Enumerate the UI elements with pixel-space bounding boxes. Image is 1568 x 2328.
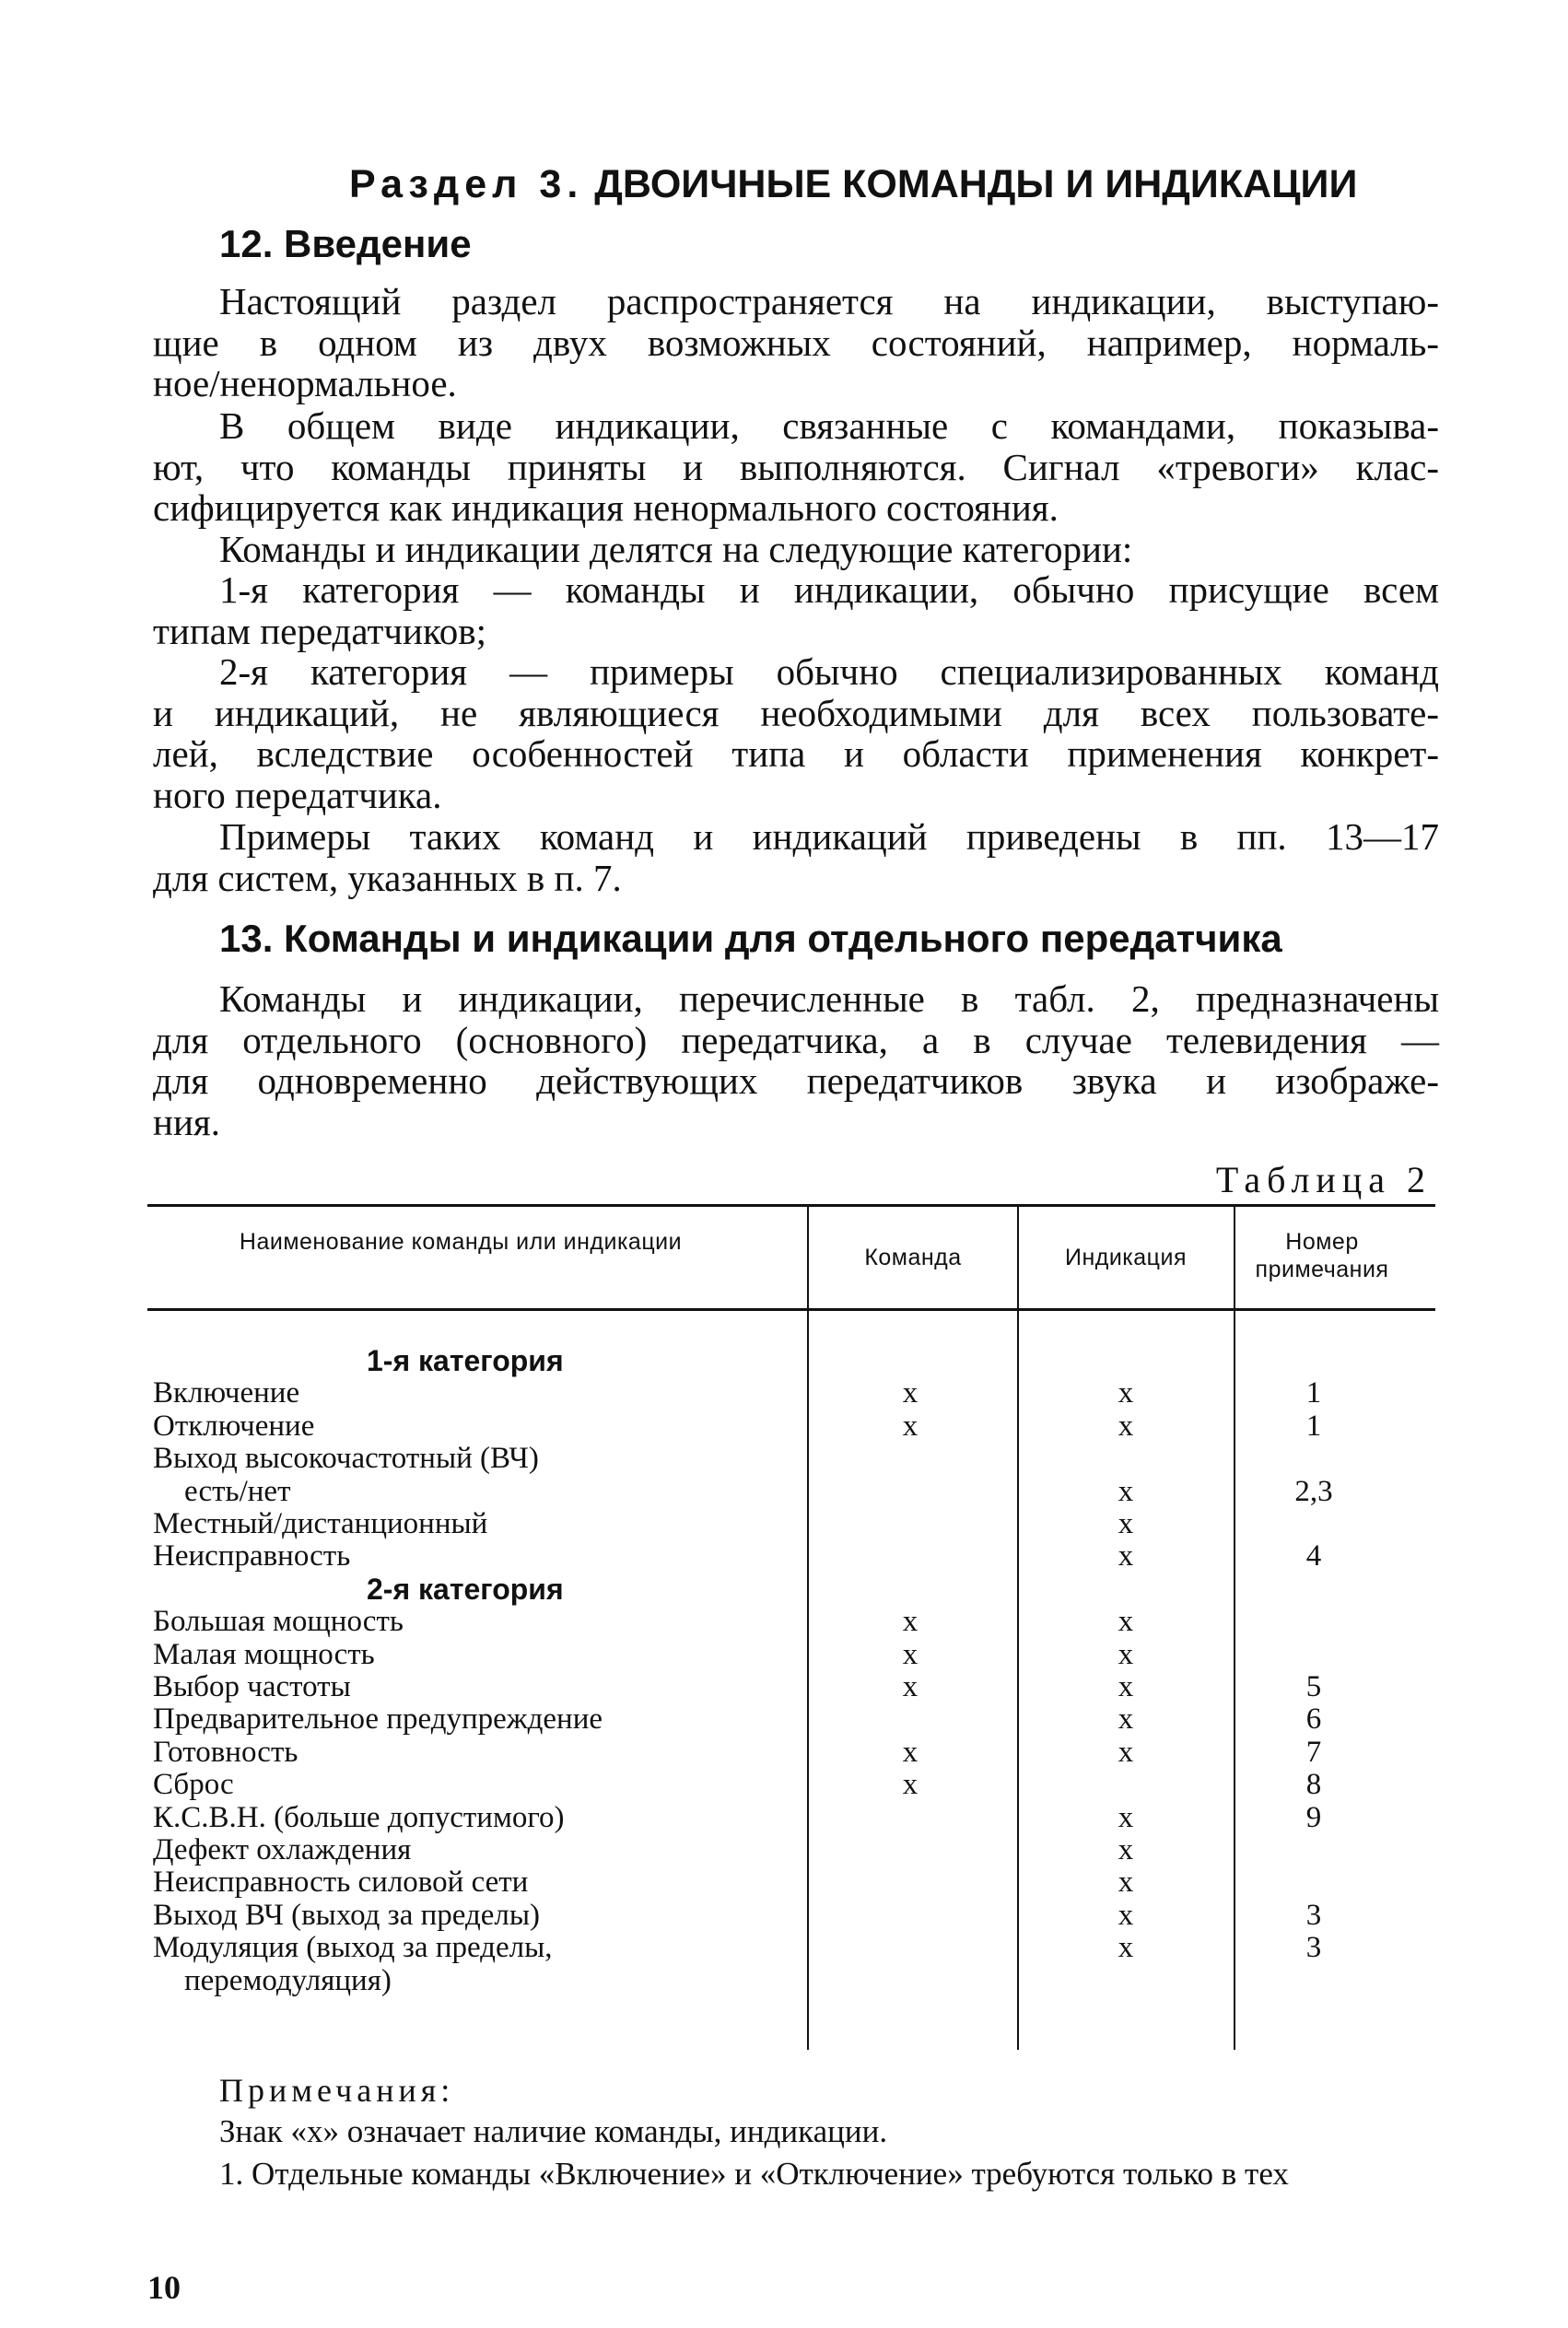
note-number: 8 xyxy=(1305,1768,1322,1802)
paragraph-12-4 xyxy=(153,569,1439,651)
table-row xyxy=(0,1703,1568,1736)
indication-mark: x xyxy=(1117,1474,1134,1508)
text-line: для систем, указанных в п. 7. xyxy=(153,856,622,899)
text-line: В общем виде индикации, связанные с командами, показыва- xyxy=(219,404,1439,447)
command-mark: x xyxy=(902,1409,919,1443)
note-line: 1. Отдельные команды «Включение» и «Отключение» требуются только в тех xyxy=(219,2156,1289,2192)
text-line: ное/ненормальное. xyxy=(153,362,457,404)
text-line: щие в одном из двух возможных состояний, например, нормаль- xyxy=(153,321,1439,364)
text-line: Команды и индикации делятся на следующие категории: xyxy=(219,528,1133,570)
paragraph-12-1 xyxy=(153,281,1439,404)
paragraph-13-1 xyxy=(153,978,1439,1142)
header-command: Команда xyxy=(864,1245,962,1270)
row-name: Неисправность силовой сети xyxy=(153,1866,529,1900)
table-row xyxy=(0,1573,1568,1606)
table-row xyxy=(0,1377,1568,1410)
text-line: лей, вследствие особенностей типа и области применения конкрет- xyxy=(153,732,1439,775)
row-name: Малая мощность xyxy=(153,1637,375,1671)
row-name: Местный/дистанционный xyxy=(153,1507,488,1540)
command-mark: x xyxy=(902,1605,919,1639)
category-heading: 2-я категория xyxy=(367,1572,564,1606)
paragraph-12-6 xyxy=(153,816,1439,898)
note-line: Знак «x» означает наличие команды, индикации. xyxy=(219,2113,888,2149)
row-name: Выход высокочастотный (ВЧ) xyxy=(153,1442,539,1476)
row-name: Модуляция (выход за пределы, xyxy=(153,1931,553,1965)
indication-mark: x xyxy=(1117,1376,1134,1410)
note-number: 3 xyxy=(1305,1898,1322,1932)
row-name: Отключение xyxy=(153,1409,315,1443)
indication-mark: x xyxy=(1117,1605,1134,1639)
indication-mark: x xyxy=(1117,1800,1134,1834)
text-line: ного передатчика. xyxy=(153,773,442,816)
text-line: Команды и индикации, перечисленные в табл. 2, предназначены xyxy=(219,977,1439,1020)
table-row xyxy=(0,1965,1568,1997)
table-row xyxy=(0,1932,1568,1964)
table-row xyxy=(0,1410,1568,1443)
indication-mark: x xyxy=(1117,1866,1134,1900)
indication-mark: x xyxy=(1117,1670,1134,1703)
indication-mark: x xyxy=(1117,1702,1134,1737)
table-header-rule xyxy=(147,1308,1435,1311)
indication-mark: x xyxy=(1117,1507,1134,1540)
section-title xyxy=(349,162,1363,207)
table-row xyxy=(0,1737,1568,1769)
indication-mark: x xyxy=(1117,1898,1134,1932)
table-row xyxy=(0,1606,1568,1638)
row-name: К.С.В.Н. (больше допустимого) xyxy=(153,1800,565,1834)
paragraph-12-2 xyxy=(153,405,1439,529)
text-line: для отдельного (основного) передатчика, а в случае телевидения — xyxy=(153,1018,1439,1061)
notes-title: Примечания: xyxy=(219,2072,455,2109)
row-name: Предварительное предупреждение xyxy=(153,1702,603,1737)
table-row xyxy=(0,1345,1568,1377)
section-prefix: Раздел 3. xyxy=(349,162,584,206)
note-number: 3 xyxy=(1305,1931,1322,1965)
table-row xyxy=(0,1900,1568,1932)
row-name: есть/нет xyxy=(184,1474,291,1508)
command-mark: x xyxy=(902,1670,919,1703)
text-line: ния. xyxy=(153,1100,220,1143)
table-row xyxy=(0,1769,1568,1801)
table-top-rule xyxy=(147,1204,1435,1207)
indication-mark: x xyxy=(1117,1735,1134,1769)
text-line: Настоящий раздел распространяется на индикации, выступаю- xyxy=(219,280,1439,322)
indication-mark: x xyxy=(1117,1833,1134,1866)
note-number: 7 xyxy=(1305,1735,1322,1769)
text-line: 1-я категория — команды и индикации, обычно присущие всем xyxy=(219,568,1439,611)
text-line: типам передатчиков; xyxy=(153,609,487,652)
note-number: 2,3 xyxy=(1294,1474,1333,1508)
table-row xyxy=(0,1443,1568,1475)
command-mark: x xyxy=(902,1637,919,1671)
table-row xyxy=(0,1802,1568,1834)
text-line: 2-я категория — примеры обычно специализированных команд xyxy=(219,650,1439,693)
heading-13: 13. Команды и индикации для отдельного передатчика xyxy=(219,917,1282,960)
command-mark: x xyxy=(902,1735,919,1769)
command-mark: x xyxy=(902,1768,919,1802)
note-number: 1 xyxy=(1305,1376,1322,1410)
note-number: 4 xyxy=(1305,1539,1322,1573)
indication-mark: x xyxy=(1117,1931,1134,1965)
command-mark: x xyxy=(902,1376,919,1410)
text-line: для одновременно действующих передатчиков звука и изображе- xyxy=(153,1059,1439,1102)
row-name: Дефект охлаждения xyxy=(153,1833,412,1866)
row-name: Готовность xyxy=(153,1735,298,1769)
header-indication: Индикация xyxy=(1064,1245,1188,1270)
header-name: Наименование команды или индикации xyxy=(239,1229,683,1255)
row-name: Выбор частоты xyxy=(153,1670,351,1703)
row-name: Выход ВЧ (выход за пределы) xyxy=(153,1898,541,1932)
table-row xyxy=(0,1508,1568,1540)
note-number: 9 xyxy=(1305,1800,1322,1834)
note-number: 6 xyxy=(1305,1702,1322,1737)
text-line: Примеры таких команд и индикаций приведены в пп. 13—17 xyxy=(219,815,1439,858)
table-row xyxy=(0,1639,1568,1671)
text-line: ют, что команды приняты и выполняются. Сигнал «тревоги» клас- xyxy=(153,445,1439,488)
indication-mark: x xyxy=(1117,1409,1134,1443)
table-row xyxy=(0,1671,1568,1703)
table-row xyxy=(0,1476,1568,1508)
table-row xyxy=(0,1834,1568,1866)
heading-12: 12. Введение xyxy=(219,222,472,265)
row-name: Сброс xyxy=(153,1768,234,1802)
row-name: Большая мощность xyxy=(153,1605,404,1639)
row-name: перемодуляция) xyxy=(184,1963,392,1997)
paragraph-12-5 xyxy=(153,651,1439,815)
indication-mark: x xyxy=(1117,1539,1134,1573)
text-line: и индикаций, не являющиеся необходимыми для всех пользовате- xyxy=(153,691,1439,734)
row-name: Неисправность xyxy=(153,1539,351,1573)
table-caption: Таблица 2 xyxy=(1215,1159,1432,1200)
table-row xyxy=(0,1866,1568,1899)
header-note-number: Номер примечания xyxy=(1255,1229,1389,1282)
text-line: сифицируется как индикация ненормального состояния. xyxy=(153,486,1059,529)
note-number: 5 xyxy=(1305,1670,1322,1703)
table-row xyxy=(0,1540,1568,1573)
indication-mark: x xyxy=(1117,1637,1134,1671)
paragraph-12-3 xyxy=(153,529,1439,570)
category-heading: 1-я категория xyxy=(367,1344,564,1377)
page-number: 10 xyxy=(147,2269,181,2306)
row-name: Включение xyxy=(153,1376,300,1410)
note-number: 1 xyxy=(1305,1409,1322,1443)
section-name: ДВОИЧНЫЕ КОМАНДЫ И ИНДИКАЦИИ xyxy=(594,162,1358,206)
